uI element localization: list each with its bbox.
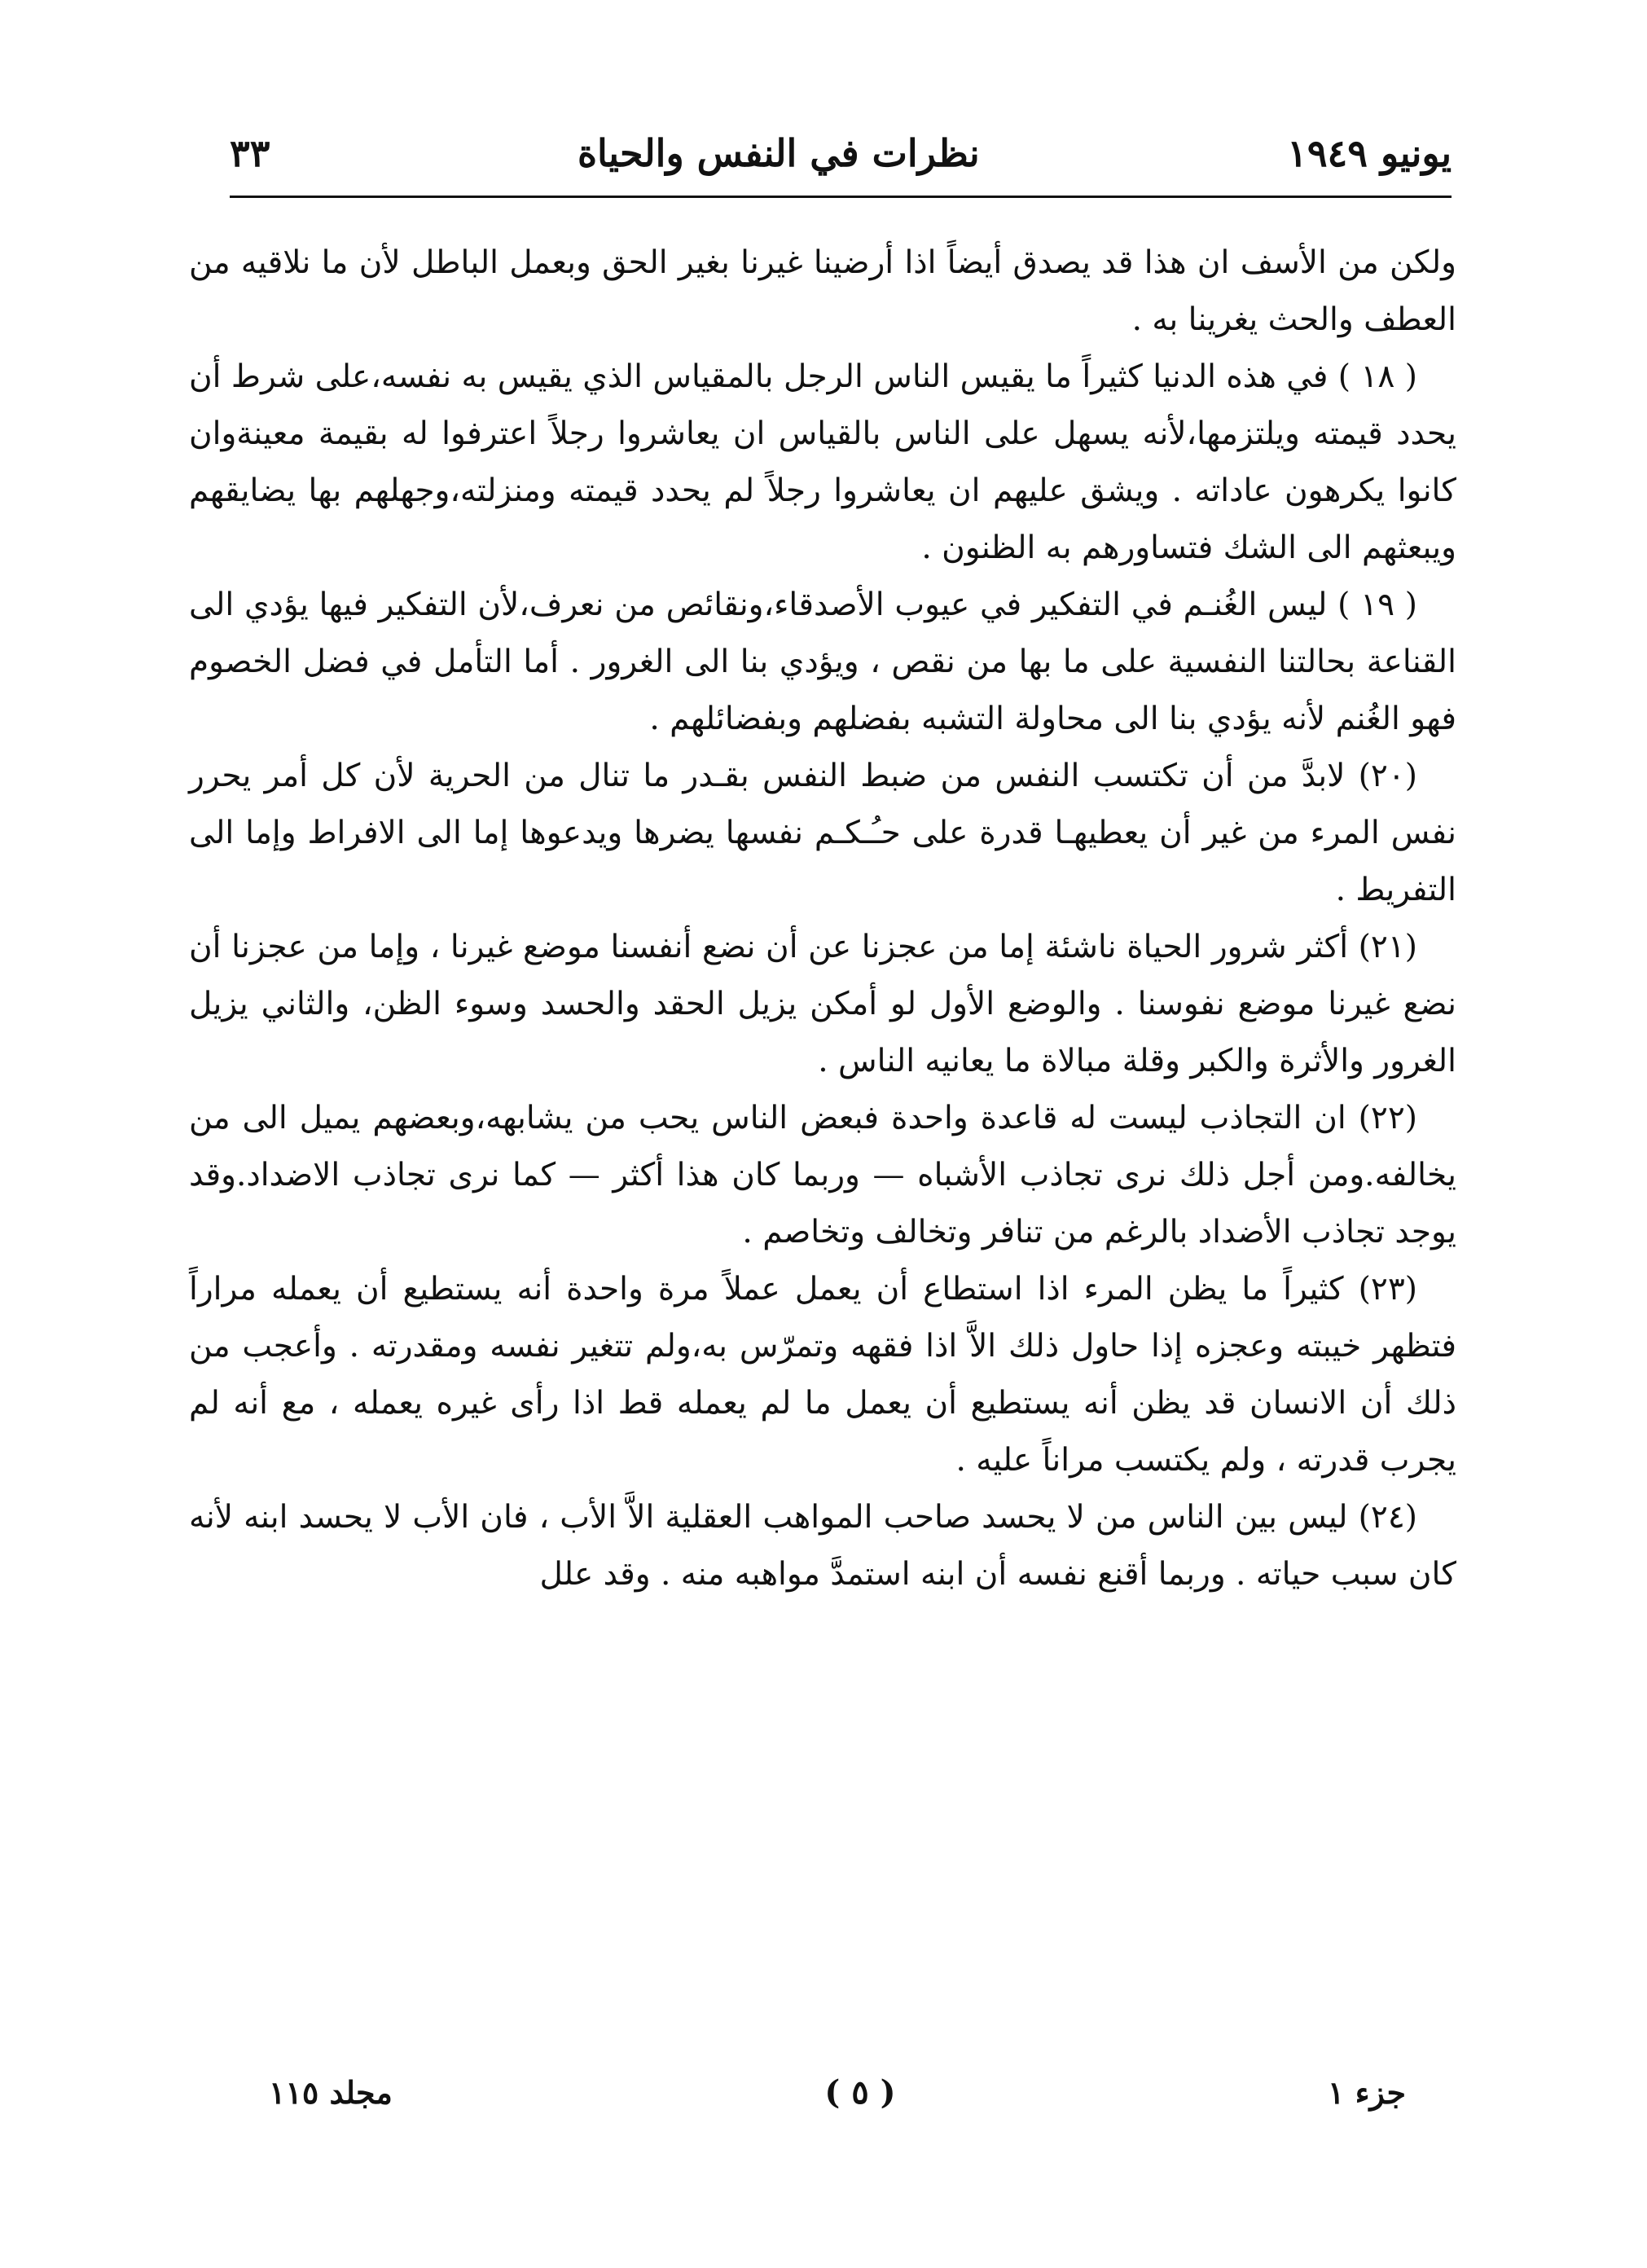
paragraph-23: (٢٣) كثيراً ما يظن المرء اذا استطاع أن يعمل عملاً مرة واحدة أنه يستطيع أن يعمله مراراً فتظهر خيبته وعجزه إذا حاول ذلك الاَّ اذا فقهه وتمرّس به،ولم تتغير نفسه ومقدرته . وأعجب من ذلك أن الانسان قد يظن أنه يستطيع أن يعمل ما لم يعمله قط اذا رأى غيره يعمله ، مع أنه لم يجرب قدرته ، ولم يكتسب مراناً عليه . <box>189 1271 1456 1479</box>
footer-signature: ( ٥ ) <box>824 2072 896 2112</box>
header-page-number: ٣٣ <box>230 131 270 175</box>
header-title: نظرات في النفس والحياة <box>577 131 980 175</box>
footer-volume: مجلد ١١٥ <box>269 2073 393 2111</box>
paragraph-continuation: ولكن من الأسف ان هذا قد يصدق أيضاً اذا أرضينا غيرنا بغير الحق وبعمل الباطل لأن ما نلاقيه من العطف والحث يغرينا به . <box>189 244 1456 338</box>
paragraph-18: ( ١٨ ) في هذه الدنيا كثيراً ما يقيس الناس الرجل بالمقياس الذي يقيس به نفسه،على شرط أن يحدد قيمته ويلتزمها،لأنه يسهل على الناس بالقياس ان يعاشروا رجلاً اعترفوا له بقيمة معينةوان كانوا يكرهون عاداته . ويشق عليهم ان يعاشروا رجلاً لم يحدد قيمته ومنزلته،وجهلهم بها يضايقهم ويبعثهم الى الشك فتساورهم به الظنون . <box>189 358 1456 566</box>
paragraph-24: (٢٤) ليس بين الناس من لا يحسد صاحب المواهب العقلية الاَّ الأب ، فان الأب لا يحسد ابنه لأنه كان سبب حياته . وربما أقنع نفسه أن ابنه استمدَّ مواهبه منه . وقد علل <box>189 1499 1456 1593</box>
paragraph-21: (٢١) أكثر شرور الحياة ناشئة إما من عجزنا عن أن نضع أنفسنا موضع غيرنا ، وإما من عجزنا أن نضع غيرنا موضع نفوسنا . والوضع الأول لو أمكن يزيل الحقد والحسد وسوء الظن، والثاني يزيل الغرور والأثرة والكبر وقلة مبالاة ما يعانيه الناس . <box>189 929 1456 1079</box>
paragraph-22: (٢٢) ان التجاذب ليست له قاعدة واحدة فبعض الناس يحب من يشابهه،وبعضهم يميل الى من يخالفه.ومن أجل ذلك نرى تجاذب الأشباه — وربما كان هذا أكثر — كما نرى تجاذب الاضداد.وقد يوجد تجاذب الأضداد بالرغم من تنافر وتخالف وتخاصم . <box>189 1100 1456 1250</box>
footer-part: جزء ١ <box>1328 2073 1406 2111</box>
article-body <box>189 235 1456 1603</box>
header-rule <box>230 196 1452 198</box>
page-header <box>230 122 1452 184</box>
header-date: يونيو ١٩٤٩ <box>1287 131 1452 175</box>
page-footer <box>269 2068 1406 2116</box>
paragraph-20: (٢٠) لابدَّ من أن تكتسب النفس من ضبط النفس بقـدر ما تنال من الحرية لأن كل أمر يحرر نفس المرء من غير أن يعطيهـا قدرة على حـُـكـم نفسها يضرها ويدعوها إما الى الافراط وإما الى التفريط . <box>189 758 1456 908</box>
paragraph-19: ( ١٩ ) ليس الغُنـم في التفكير في عيوب الأصدقاء،ونقائص من نعرف،لأن التفكير فيها يؤدي الى القناعة بحالتنا النفسية على ما بها من نقص ، ويؤدي بنا الى الغرور . أما التأمل في فضل الخصوم فهو الغُنم لأنه يؤدي بنا الى محاولة التشبه بفضلهم وبفضائلهم . <box>189 587 1456 737</box>
